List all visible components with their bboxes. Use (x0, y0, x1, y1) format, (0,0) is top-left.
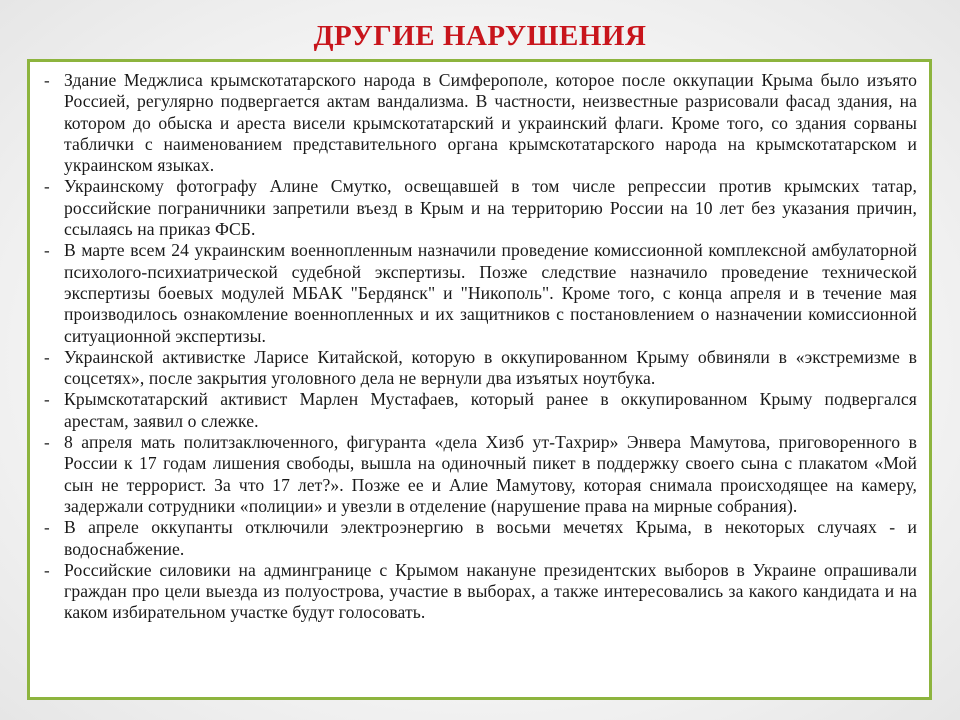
list-item-text: 8 апреля мать политзаключенного, фигуранта «дела Хизб ут-Тахрир» Энвера Мамутова, приговоренного в России к 17 годам лишения свободы, вышла на одиночный пикет в поддержку своего сына с плакатом «Мой сын не террорист. За что 17 лет?». Позже ее и Алие Мамутову, которая снимала происходящее на камеру, задержали сотрудники «полиции» и увезли в отделение (нарушение права на мирные собрания). (64, 432, 917, 516)
bullet-marker: - (44, 241, 50, 261)
bullet-marker: - (44, 177, 50, 197)
list-item-text: В марте всем 24 украинским военнопленным назначили проведение комиссионной комплексной амбулаторной психолого-психиатрической судебной экспертизы. Позже следствие назначило проведение технической экспертизы боевых модулей МБАК "Бердянск" и "Никополь". Кроме того, с конца апреля и в течение мая производилось ознакомление военнопленных и их защитников с постановлением о назначении комиссионной ситуационной экспертизы. (64, 240, 917, 346)
bullet-marker: - (44, 390, 50, 410)
list-item (42, 240, 917, 346)
content-box (27, 59, 932, 700)
list-item-text: Крымскотатарский активист Марлен Мустафаев, который ранее в оккупированном Крыму подвергался арестам, заявил о слежке. (64, 389, 917, 431)
list-item-text: Российские силовики на админгранице с Крымом накануне президентских выборов в Украине опрашивали граждан про цели выезда из полуострова, участие в выборах, а также интересовались за какого кандидата и на каком избирательном участке будут голосовать. (64, 559, 917, 623)
slide-title: ДРУГИЕ НАРУШЕНИЯ (313, 20, 647, 52)
bullet-marker: - (44, 518, 50, 538)
list-item-text: В апреле оккупанты отключили электроэнергию в восьми мечетях Крыма, в некоторых случаях - и водоснабжение. (64, 517, 917, 559)
violations-list (42, 70, 917, 624)
list-item (42, 70, 917, 176)
bullet-marker: - (44, 560, 50, 580)
list-item-text: Украинской активистке Ларисе Китайской, которую в оккупированном Крыму обвиняли в «экстремизме в соцсетях», после закрытия уголовного дела не вернули два изъятых ноутбука. (64, 346, 917, 389)
bullet-marker: - (44, 71, 50, 90)
list-item (42, 517, 917, 560)
bullet-marker: - (44, 347, 50, 367)
list-item (42, 176, 917, 240)
list-item (42, 347, 917, 390)
list-item (42, 389, 917, 432)
list-item-text: Украинскому фотографу Алине Смутко, освещавшей в том числе репрессии против крымских татар, российские пограничники запретили въезд в Крым и на территорию России на 10 лет без указания причин, ссылаясь на приказ ФСБ. (64, 176, 917, 240)
list-item (42, 432, 917, 517)
bullet-marker: - (44, 433, 50, 453)
list-item (42, 560, 917, 624)
list-item-text: Здание Меджлиса крымскотатарского народа в Симферополе, которое после оккупации Крыма было изъято Россией, регулярно подвергается актам вандализма. В частности, неизвестные разрисовали фасад здания, на котором до обыска и ареста висели крымскотатарский и украинский флаги. Кроме того, со здания сорваны таблички с наименованием представительного органа крымскотатарского народа на крымскотатарском и украинском языках. (64, 70, 917, 176)
